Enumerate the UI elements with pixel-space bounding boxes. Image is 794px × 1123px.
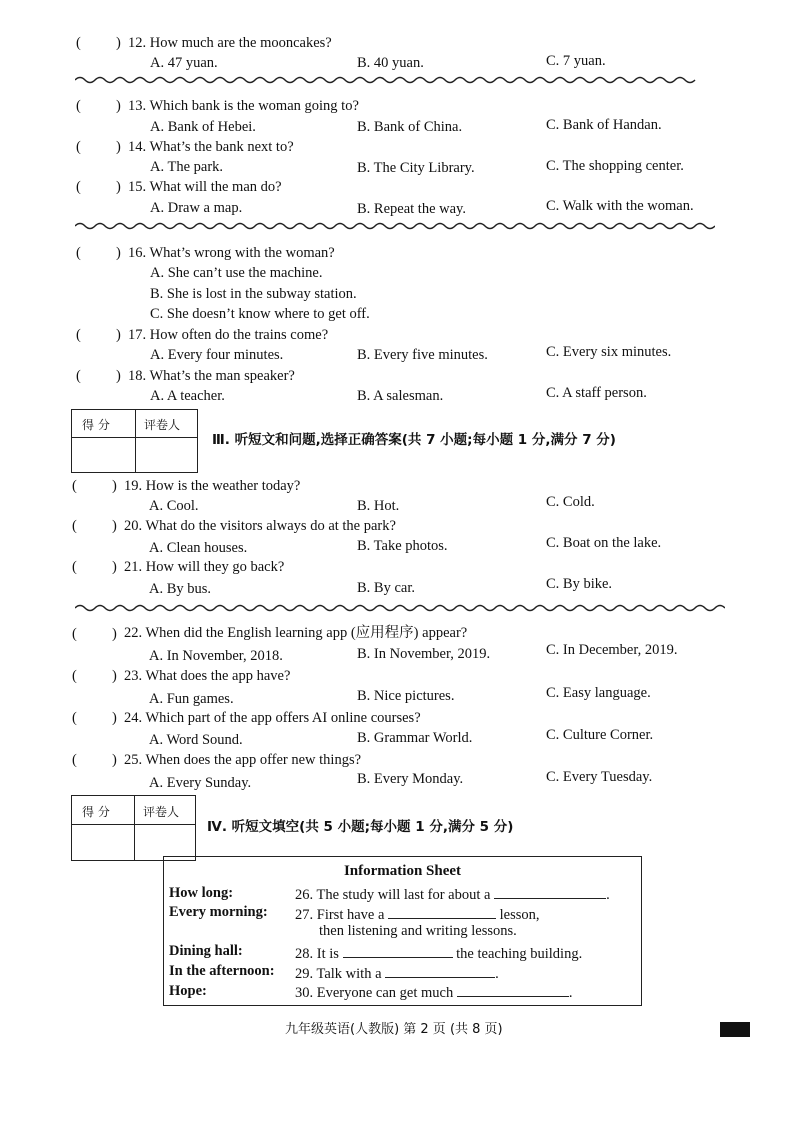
info-label-every-morning: Every morning: [169, 904, 268, 920]
answer-paren-open: ( [72, 626, 77, 642]
score-box [71, 795, 196, 861]
answer-paren-close: ) [112, 518, 117, 534]
option-b: B. By car. [357, 580, 415, 596]
option-a: A. Bank of Hebei. [150, 119, 256, 135]
option-b: B. Nice pictures. [357, 688, 455, 704]
question-12: 12. How much are the mooncakes? [128, 35, 332, 51]
answer-paren-close: ) [116, 139, 121, 155]
option-b: B. Every five minutes. [357, 347, 488, 363]
answer-blank-29[interactable] [385, 963, 495, 978]
option-c: C. In December, 2019. [546, 642, 678, 658]
answer-paren-close: ) [116, 368, 121, 384]
answer-paren-open: ( [72, 710, 77, 726]
option-c: C. The shopping center. [546, 158, 684, 174]
option-c: C. Bank of Handan. [546, 117, 662, 133]
option-c: C. Every Tuesday. [546, 769, 653, 785]
option-a: A. Clean houses. [149, 540, 248, 556]
information-sheet-title: Information Sheet [343, 863, 462, 879]
information-sheet [163, 856, 642, 1006]
question-16: 16. What’s wrong with the woman? [128, 245, 335, 261]
answer-paren-open: ( [76, 327, 81, 343]
question-24: 24. Which part of the app offers AI online courses? [124, 710, 421, 726]
option-b: B. She is lost in the subway station. [150, 286, 357, 302]
option-a: A. Draw a map. [150, 200, 243, 216]
question-25: 25. When does the app offer new things? [124, 752, 362, 768]
answer-paren-close: ) [116, 327, 121, 343]
info-row-27: 27. First have a lesson, [295, 904, 540, 924]
wavy-separator [75, 603, 725, 613]
option-c: C. 7 yuan. [546, 53, 606, 69]
question-20: 20. What do the visitors always do at the park? [124, 518, 396, 534]
option-a: A. Every four minutes. [150, 347, 284, 363]
question-22: 22. When did the English learning app (应用程序) appear? [124, 625, 468, 641]
option-c: C. She doesn’t know where to get off. [150, 306, 370, 322]
question-13: 13. Which bank is the woman going to? [128, 98, 359, 114]
option-a: A. Fun games. [149, 691, 234, 707]
option-c: C. Every six minutes. [546, 344, 672, 360]
answer-paren-close: ) [116, 98, 121, 114]
page-footer: 九年级英语(人教版) 第 2 页 (共 8 页) [285, 1022, 503, 1037]
answer-paren-open: ( [76, 98, 81, 114]
info-row-30: 30. Everyone can get much . [295, 982, 572, 1002]
option-a: A. 47 yuan. [150, 55, 218, 71]
option-b: B. Bank of China. [357, 119, 463, 135]
answer-paren-close: ) [112, 752, 117, 768]
answer-paren-close: ) [112, 478, 117, 494]
wavy-separator [75, 75, 715, 85]
grader-label: 评卷人 [144, 418, 181, 432]
question-18: 18. What’s the man speaker? [128, 368, 295, 384]
answer-paren-open: ( [72, 559, 77, 575]
score-box [71, 409, 198, 473]
info-label-in-the-afternoon: In the afternoon: [169, 963, 275, 979]
option-a: A. Cool. [149, 498, 199, 514]
question-23: 23. What does the app have? [124, 668, 291, 684]
option-b: B. Grammar World. [357, 730, 473, 746]
question-21: 21. How will they go back? [124, 559, 285, 575]
section-4-title: Ⅳ. 听短文填空(共 5 小题;每小题 1 分,满分 5 分) [207, 819, 514, 835]
answer-paren-open: ( [72, 752, 77, 768]
grader-label: 评卷人 [143, 805, 180, 819]
answer-paren-open: ( [76, 179, 81, 195]
info-label-dining-hall: Dining hall: [169, 943, 243, 959]
option-c: C. Boat on the lake. [546, 535, 662, 551]
answer-blank-27[interactable] [388, 904, 496, 919]
option-b: B. In November, 2019. [357, 646, 491, 662]
answer-paren-open: ( [72, 518, 77, 534]
option-a: A. A teacher. [150, 388, 225, 404]
option-c: C. By bike. [546, 576, 613, 592]
wavy-separator [75, 221, 715, 231]
answer-paren-close: ) [112, 559, 117, 575]
answer-paren-open: ( [72, 668, 77, 684]
option-c: C. Walk with the woman. [546, 198, 694, 214]
answer-paren-close: ) [112, 626, 117, 642]
option-b: B. 40 yuan. [357, 55, 424, 71]
score-label: 得 分 [82, 418, 110, 432]
info-label-hope: Hope: [169, 983, 207, 999]
answer-blank-28[interactable] [343, 943, 453, 958]
answer-paren-open: ( [72, 478, 77, 494]
option-b: B. Every Monday. [357, 771, 464, 787]
score-label: 得 分 [82, 805, 110, 819]
answer-paren-close: ) [116, 245, 121, 261]
info-label-how-long: How long: [169, 885, 234, 901]
option-a: A. Every Sunday. [149, 775, 252, 791]
option-b: B. Repeat the way. [357, 201, 466, 217]
option-b: B. A salesman. [357, 388, 444, 404]
option-b: B. The City Library. [357, 160, 475, 176]
answer-paren-open: ( [76, 245, 81, 261]
question-17: 17. How often do the trains come? [128, 327, 329, 343]
option-a: A. In November, 2018. [149, 648, 283, 664]
option-c: C. Easy language. [546, 685, 651, 701]
answer-paren-close: ) [116, 179, 121, 195]
answer-paren-close: ) [112, 710, 117, 726]
info-row-27-continued: then listening and writing lessons. [319, 923, 517, 939]
option-b: B. Take photos. [357, 538, 448, 554]
answer-blank-26[interactable] [494, 884, 606, 899]
question-19: 19. How is the weather today? [124, 478, 301, 494]
question-14: 14. What’s the bank next to? [128, 139, 294, 155]
option-c: C. Cold. [546, 494, 595, 510]
black-marker [720, 1022, 750, 1037]
question-15: 15. What will the man do? [128, 179, 282, 195]
answer-paren-open: ( [76, 368, 81, 384]
option-b: B. Hot. [357, 498, 400, 514]
option-a: A. Word Sound. [149, 732, 243, 748]
info-row-26: 26. The study will last for about a . [295, 884, 610, 904]
section-3-title: Ⅲ. 听短文和问题,选择正确答案(共 7 小题;每小题 1 分,满分 7 分) [212, 432, 616, 448]
option-c: C. Culture Corner. [546, 727, 654, 743]
option-a: A. She can’t use the machine. [150, 265, 323, 281]
info-row-29: 29. Talk with a . [295, 963, 499, 983]
option-a: A. By bus. [149, 581, 212, 597]
option-a: A. The park. [150, 159, 224, 175]
answer-paren-open: ( [76, 139, 81, 155]
answer-paren-close: ) [116, 35, 121, 51]
info-row-28: 28. It is the teaching building. [295, 943, 582, 963]
answer-paren-open: ( [76, 35, 81, 51]
answer-blank-30[interactable] [457, 982, 569, 997]
answer-paren-close: ) [112, 668, 117, 684]
option-c: C. A staff person. [546, 385, 647, 401]
